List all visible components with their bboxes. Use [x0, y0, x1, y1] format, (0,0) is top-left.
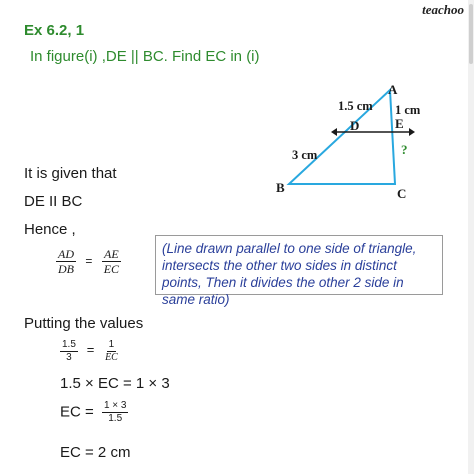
label-ad: 1.5 cm	[338, 99, 373, 113]
vertex-c-label: C	[397, 186, 407, 201]
fraction-step1-right	[103, 339, 120, 364]
hence-text: Hence ,	[24, 221, 76, 238]
fraction-ad-db	[56, 247, 76, 277]
brand-logo: teachoo	[422, 2, 464, 17]
putting-values-text: Putting the values	[24, 315, 144, 332]
step1-equation	[60, 339, 120, 364]
ratio-db: DB	[58, 262, 74, 277]
ratio-equals: =	[85, 254, 93, 269]
ratio-ec: EC	[103, 262, 120, 277]
exercise-title: Ex 6.2, 1	[24, 22, 85, 39]
ratio-ae: AE	[104, 247, 119, 261]
given-text: It is given that	[24, 165, 117, 182]
step3-den: 1.5	[108, 413, 123, 424]
label-ec-unknown: ?	[401, 142, 408, 157]
step3-num: 1 × 3	[103, 400, 127, 411]
label-ae: 1 cm	[395, 103, 420, 117]
given-line: DE II BC	[24, 193, 83, 210]
vertex-a-label: A	[388, 82, 398, 97]
step3-lhs: EC =	[60, 403, 94, 421]
arrow-left-icon	[331, 128, 337, 136]
arrow-right-icon	[409, 128, 415, 136]
step2-equation: 1.5 × EC = 1 × 3	[60, 375, 170, 392]
step1-equals: =	[86, 342, 95, 358]
step1-den-left: 3	[66, 352, 72, 363]
step3-equation	[60, 400, 128, 425]
fraction-step3	[102, 400, 129, 425]
fraction-step1-left	[60, 339, 78, 364]
ratio-ad: AD	[58, 247, 74, 261]
vertex-d-label: D	[350, 118, 360, 133]
step1-num-left: 1.5	[62, 339, 76, 350]
step1-num-right: 1	[108, 339, 115, 350]
ratio-equation	[56, 247, 121, 277]
vertex-b-label: B	[276, 180, 285, 195]
step1-den-right: EC	[105, 352, 118, 363]
scrollbar[interactable]	[468, 0, 474, 474]
final-answer: EC = 2 cm	[60, 444, 131, 461]
label-db: 3 cm	[292, 148, 318, 162]
fraction-ae-ec	[102, 247, 121, 277]
triangle-figure	[270, 80, 420, 205]
question-text: In figure(i) ,DE || BC. Find EC in (i)	[30, 48, 260, 65]
scrollbar-thumb[interactable]	[469, 4, 473, 64]
theorem-note: (Line drawn parallel to one side of triangle, intersects the other two sides in distinct points, Then it divides the other 2 side in same ratio)	[155, 235, 443, 295]
vertex-e-label: E	[395, 116, 404, 131]
